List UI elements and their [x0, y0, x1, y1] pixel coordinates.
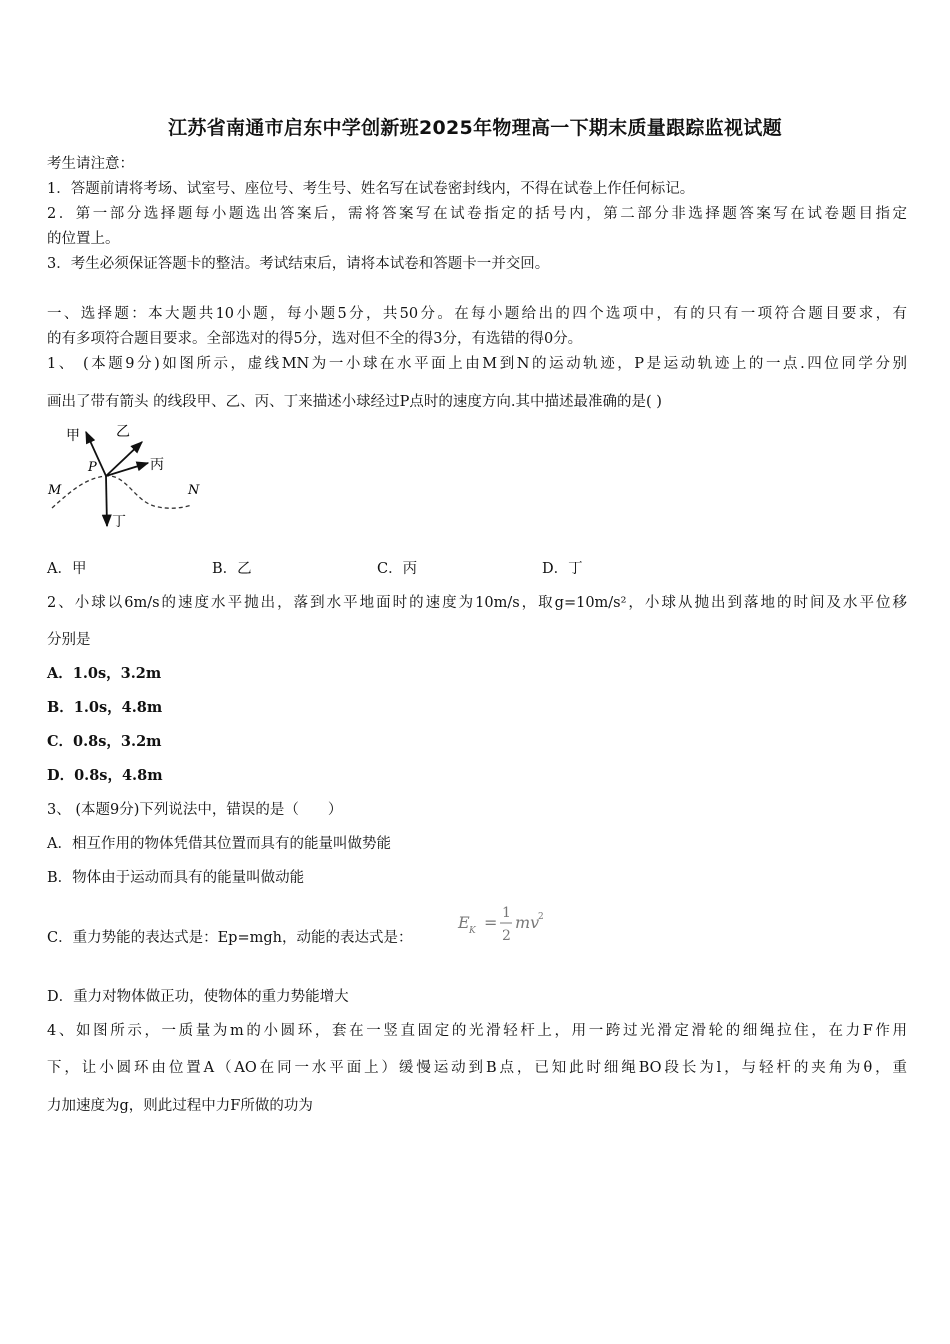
q1-stem: 1、 (本题9分)如图所示，虚线MN为一小球在水平面上由M到N的运动轨迹，P是运动轨迹上的一点.四位同学分别: [47, 356, 907, 372]
label-p: P: [88, 460, 97, 475]
q3-option-b: B．物体由于运动而具有的能量叫做动能: [47, 870, 305, 886]
label-jia: 甲: [66, 428, 80, 444]
q2-stem: 2、小球以6m/s的速度水平抛出，落到水平地面时的速度为10m/s，取g=10m/s²，小球从抛出到落地的时间及水平位移: [47, 595, 907, 611]
q1-option-d: D．丁: [542, 561, 583, 577]
label-n: N: [188, 483, 200, 498]
q1-trajectory-figure: [44, 420, 204, 532]
svg-text:2: 2: [502, 928, 511, 944]
q4-stem: 4、如图所示，一质量为m的小圆环，套在一竖直固定的光滑轻杆上，用一跨过光滑定滑轮的细绳拉住，在力F作用: [47, 1023, 907, 1039]
notice-item-2-cont: 的位置上。: [47, 231, 120, 247]
page-title: 江苏省南通市启东中学创新班2025年物理高一下期末质量跟踪监视试题: [168, 117, 782, 139]
label-bing: 丙: [150, 457, 164, 473]
q4-stem-cont-2: 力加速度为g，则此过程中力F所做的功为: [47, 1098, 313, 1114]
label-yi: 乙: [116, 424, 130, 440]
q3-stem: 3、 (本题9分)下列说法中，错误的是（ ）: [47, 802, 343, 818]
q3-option-c: C．重力势能的表达式是：Ep=mgh，动能的表达式是：: [47, 930, 413, 946]
q2-option-c: C．0.8s，3.2m: [47, 733, 162, 750]
q2-stem-cont: 分别是: [47, 632, 91, 648]
kinetic-energy-formula: [456, 900, 556, 950]
q1-stem-cont: 画出了带有箭头 的线段甲、乙、丙、丁来描述小球经过P点时的速度方向.其中描述最准确的是( ): [47, 394, 662, 410]
notice-item-1: 1．答题前请将考场、试室号、座位号、考生号、姓名写在试卷密封线内，不得在试卷上作任何标记。: [47, 181, 695, 197]
q1-option-b: B．乙: [212, 561, 252, 577]
section-heading: 一、选择题：本大题共10小题，每小题5分，共50分。在每小题给出的四个选项中，有的只有一项符合题目要求，有: [47, 306, 907, 322]
svg-text:E: E: [458, 913, 470, 932]
label-ding: 丁: [112, 514, 126, 530]
arrow-ding: [106, 476, 107, 526]
svg-text:=: =: [484, 913, 498, 932]
svg-text:mv: mv: [515, 913, 540, 932]
svg-text:2: 2: [538, 912, 544, 922]
notice-item-3: 3．考生必须保证答题卡的整洁。考试结束后，请将本试卷和答题卡一并交回。: [47, 256, 550, 272]
section-heading-cont: 的有多项符合题目要求。全部选对的得5分，选对但不全的得3分，有选错的得0分。: [47, 331, 583, 347]
q3-option-d: D．重力对物体做正功，使物体的重力势能增大: [47, 989, 349, 1005]
q4-stem-cont-1: 下，让小圆环由位置A（AO在同一水平面上）缓慢运动到B点，已知此时细绳BO段长为l，与轻杆的夹角为θ，重: [47, 1060, 907, 1076]
q2-option-b: B．1.0s，4.8m: [47, 699, 163, 716]
trajectory-dashed-curve: [52, 476, 192, 508]
notice-item-2: 2．第一部分选择题每小题选出答案后，需将答案写在试卷指定的括号内，第二部分非选择题答案写在试卷题目指定: [47, 206, 907, 222]
notice-heading: 考生请注意：: [47, 156, 134, 172]
q2-option-a: A．1.0s，3.2m: [47, 665, 162, 682]
svg-text:K: K: [469, 926, 476, 936]
label-m: M: [48, 483, 62, 498]
svg-text:1: 1: [502, 905, 511, 921]
q1-option-a: A．甲: [47, 561, 87, 577]
q2-option-d: D．0.8s，4.8m: [47, 767, 163, 784]
q1-option-c: C．丙: [377, 561, 418, 577]
q3-option-a: A．相互作用的物体凭借其位置而具有的能量叫做势能: [47, 836, 391, 852]
